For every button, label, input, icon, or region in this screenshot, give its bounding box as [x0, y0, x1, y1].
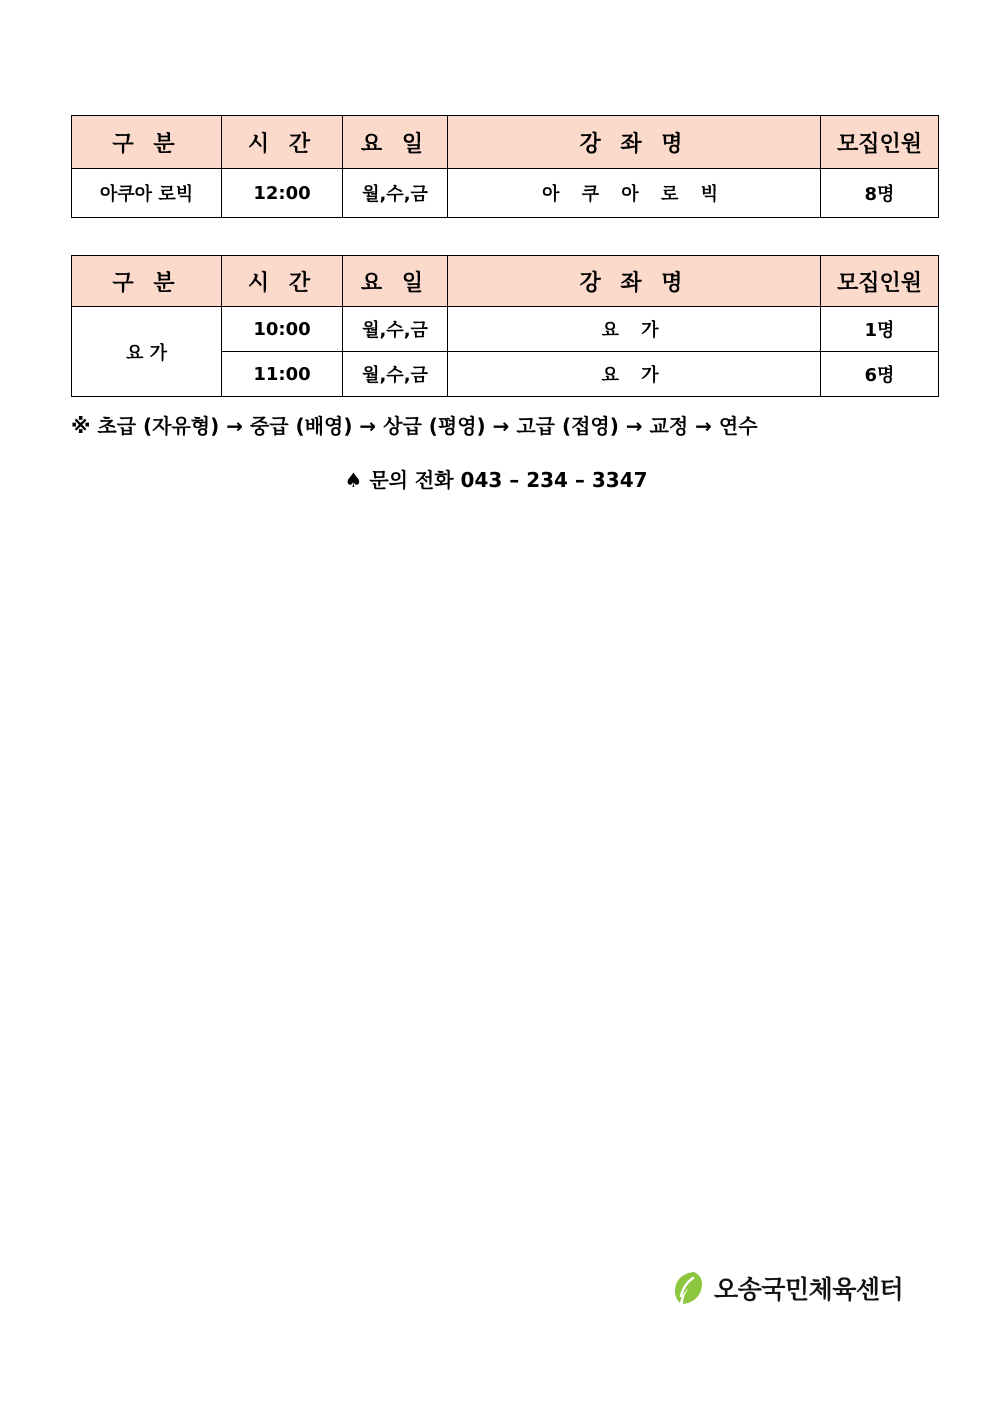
header-days: 요 일	[343, 116, 448, 169]
cell-category: 아쿠아 로빅	[72, 169, 222, 218]
schedule-table-yoga	[71, 255, 939, 397]
table-row	[72, 169, 939, 218]
header-capacity: 모집인원	[821, 116, 939, 169]
table-header-row	[72, 116, 939, 169]
header-course: 강 좌 명	[448, 256, 821, 307]
cell-days: 월,수,금	[343, 352, 448, 397]
cell-days: 월,수,금	[343, 169, 448, 218]
center-logo	[672, 1270, 903, 1306]
cell-time: 11:00	[222, 352, 343, 397]
cell-capacity: 1명	[821, 307, 939, 352]
cell-capacity: 6명	[821, 352, 939, 397]
cell-category: 요 가	[72, 307, 222, 397]
center-name: 오송국민체육센터	[714, 1275, 904, 1304]
contact-phone: ♠ 문의 전화 043 – 234 – 3347	[344, 468, 648, 492]
cell-course: 요 가	[448, 307, 821, 352]
leaf-logo-icon	[672, 1270, 706, 1306]
table-header-row	[72, 256, 939, 307]
cell-capacity: 8명	[821, 169, 939, 218]
header-category: 구 분	[72, 256, 222, 307]
cell-time: 12:00	[222, 169, 343, 218]
header-time: 시 간	[222, 256, 343, 307]
header-days: 요 일	[343, 256, 448, 307]
cell-days: 월,수,금	[343, 307, 448, 352]
cell-time: 10:00	[222, 307, 343, 352]
header-category: 구 분	[72, 116, 222, 169]
schedule-table-aqua	[71, 115, 939, 218]
cell-course: 아 쿠 아 로 빅	[448, 169, 821, 218]
cell-course: 요 가	[448, 352, 821, 397]
header-course: 강 좌 명	[448, 116, 821, 169]
table-row	[72, 307, 939, 352]
level-progression-note: ※ 초급 (자유형) → 중급 (배영) → 상급 (평영) → 고급 (접영) → 교정 → 연수	[71, 414, 758, 438]
header-capacity: 모집인원	[821, 256, 939, 307]
header-time: 시 간	[222, 116, 343, 169]
